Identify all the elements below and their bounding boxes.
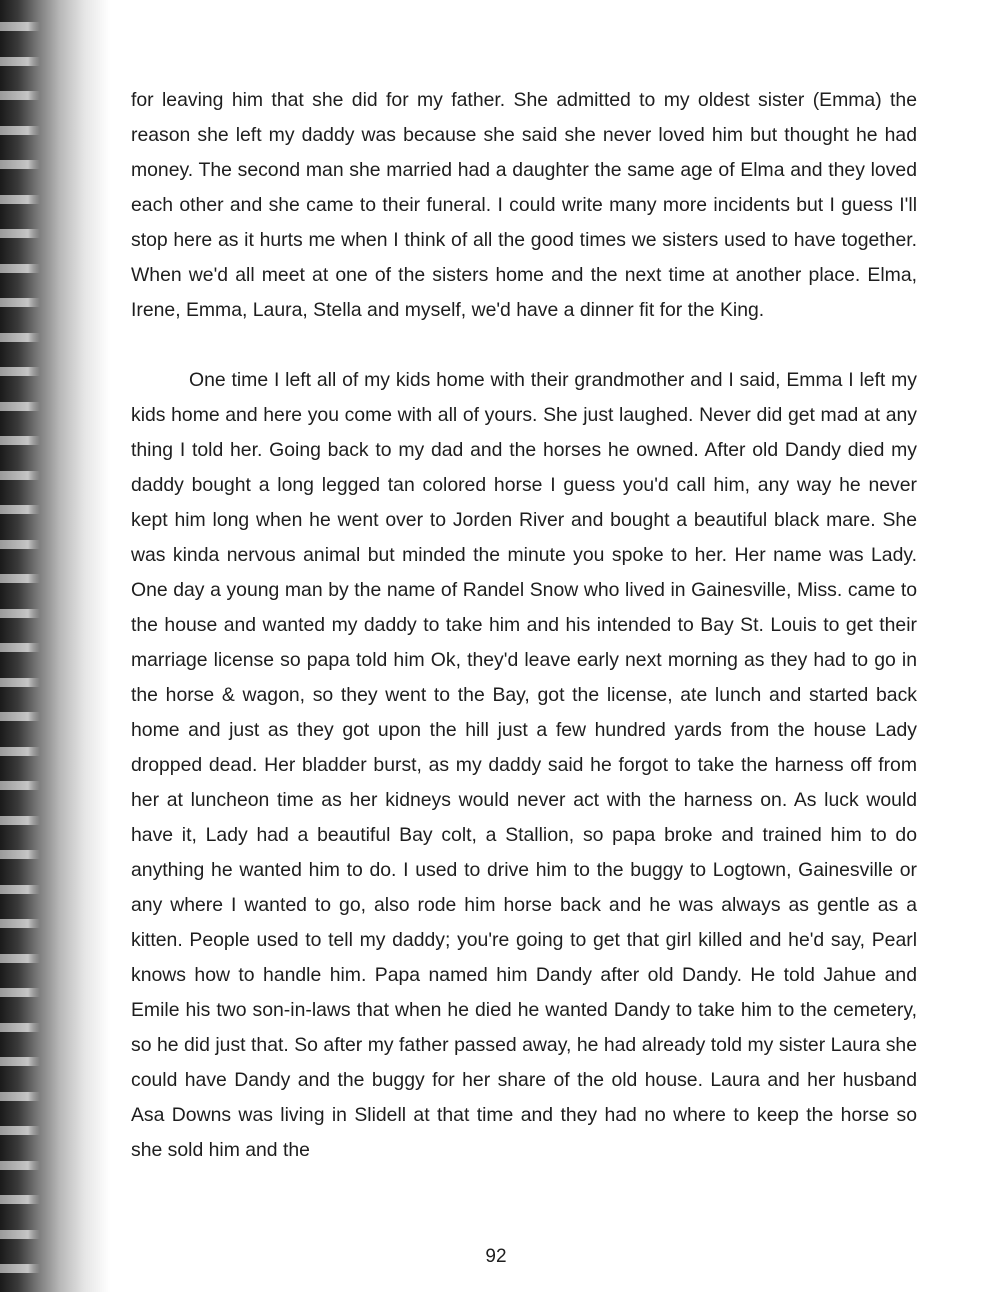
binding-hole	[0, 1230, 40, 1239]
paragraph-2: One time I left all of my kids home with their grandmother and I said, Emma I left my kids home and here you come with all of yours. She just laughed. Never did get mad at any thing I told her. Going back to my dad and the horses he owned. After old Dandy died my daddy bought a long legged tan colored horse I guess you'd call him, any way he never kept him long when he went over to Jorden River and bought a beautiful black mare. She was kinda nervous animal but minded the minute you spoke to her. Her name was Lady. One day a young man by the name of Randel Snow who lived in Gainesville, Miss. came to the house and wanted my daddy to take him and his intended to Bay St. Louis to get their marriage license so papa told him Ok, they'd leave early next morning as they had to go in the horse & wagon, so they went to the Bay, got the license, ate lunch and started back home and just as they got upon the hill just a few hundred yards from the house Lady dropped dead. Her bladder burst, as my daddy said he forgot to take the harness off from her at luncheon time as her kidneys would never act with the harness on. As luck would have it, Lady had a beautiful Bay colt, a Stallion, so papa broke and trained him to do anything he wanted him to do. I used to drive him to the buggy to Logtown, Gainesville or any where I wanted to go, also rode him horse back and he was always as gentle as a kitten. People used to tell my daddy; you're going to get that girl killed and he'd say, Pearl knows how to handle him. Papa named him Dandy after old Dandy. He told Jahue and Emile his two son-in-laws that when he died he wanted Dandy to take him to the cemetery, so he did just that. So after my father passed away, he had already told my sister Laura she could have Dandy and the buggy for her share of the old house. Laura and her husband Asa Downs was living in Slidell at that time and they had no where to keep the horse so she sold him and the	[131, 369, 917, 1161]
binding-hole	[0, 954, 40, 963]
binding-hole	[0, 298, 40, 307]
page-text	[131, 83, 917, 1168]
binding-hole	[0, 988, 40, 997]
binding-hole	[0, 436, 40, 445]
binding-hole	[0, 160, 40, 169]
binding-hole	[0, 229, 40, 238]
binding-hole	[0, 885, 40, 894]
binding-hole	[0, 505, 40, 514]
binding-hole	[0, 402, 40, 411]
binding-hole	[0, 574, 40, 583]
binding-hole	[0, 816, 40, 825]
binding-hole	[0, 1161, 40, 1170]
binding-hole	[0, 850, 40, 859]
binding-hole	[0, 1126, 40, 1135]
paragraph-1: for leaving him that she did for my father. She admitted to my oldest sister (Emma) the reason she left my daddy was because she said she never loved him but thought he had money. The second man she married had a daughter the same age of Elma and they loved each other and she came to their funeral. I could write many more incidents but I guess I'll stop here as it hurts me when I think of all the good times we sisters used to have together. When we'd all meet at one of the sisters home and the next time at another place. Elma, Irene, Emma, Laura, Stella and myself, we'd have a dinner fit for the King.	[131, 89, 917, 321]
binding-hole	[0, 1023, 40, 1032]
binding-hole	[0, 57, 40, 66]
binding-hole	[0, 609, 40, 618]
binding-hole	[0, 1092, 40, 1101]
binding-hole	[0, 781, 40, 790]
binding-hole	[0, 643, 40, 652]
binding-hole	[0, 126, 40, 135]
binding-hole	[0, 471, 40, 480]
binding-hole	[0, 1057, 40, 1066]
binding-hole	[0, 747, 40, 756]
binding-hole	[0, 367, 40, 376]
binding-hole	[0, 919, 40, 928]
binding-hole	[0, 540, 40, 549]
binding-hole	[0, 91, 40, 100]
binding-hole	[0, 195, 40, 204]
page-number: 92	[485, 1246, 507, 1267]
binding-hole	[0, 22, 40, 31]
paragraph-spacer	[131, 328, 917, 363]
binding-hole	[0, 678, 40, 687]
binding-hole	[0, 1195, 40, 1204]
binding-hole	[0, 712, 40, 721]
binding-hole	[0, 264, 40, 273]
binding-hole	[0, 333, 40, 342]
